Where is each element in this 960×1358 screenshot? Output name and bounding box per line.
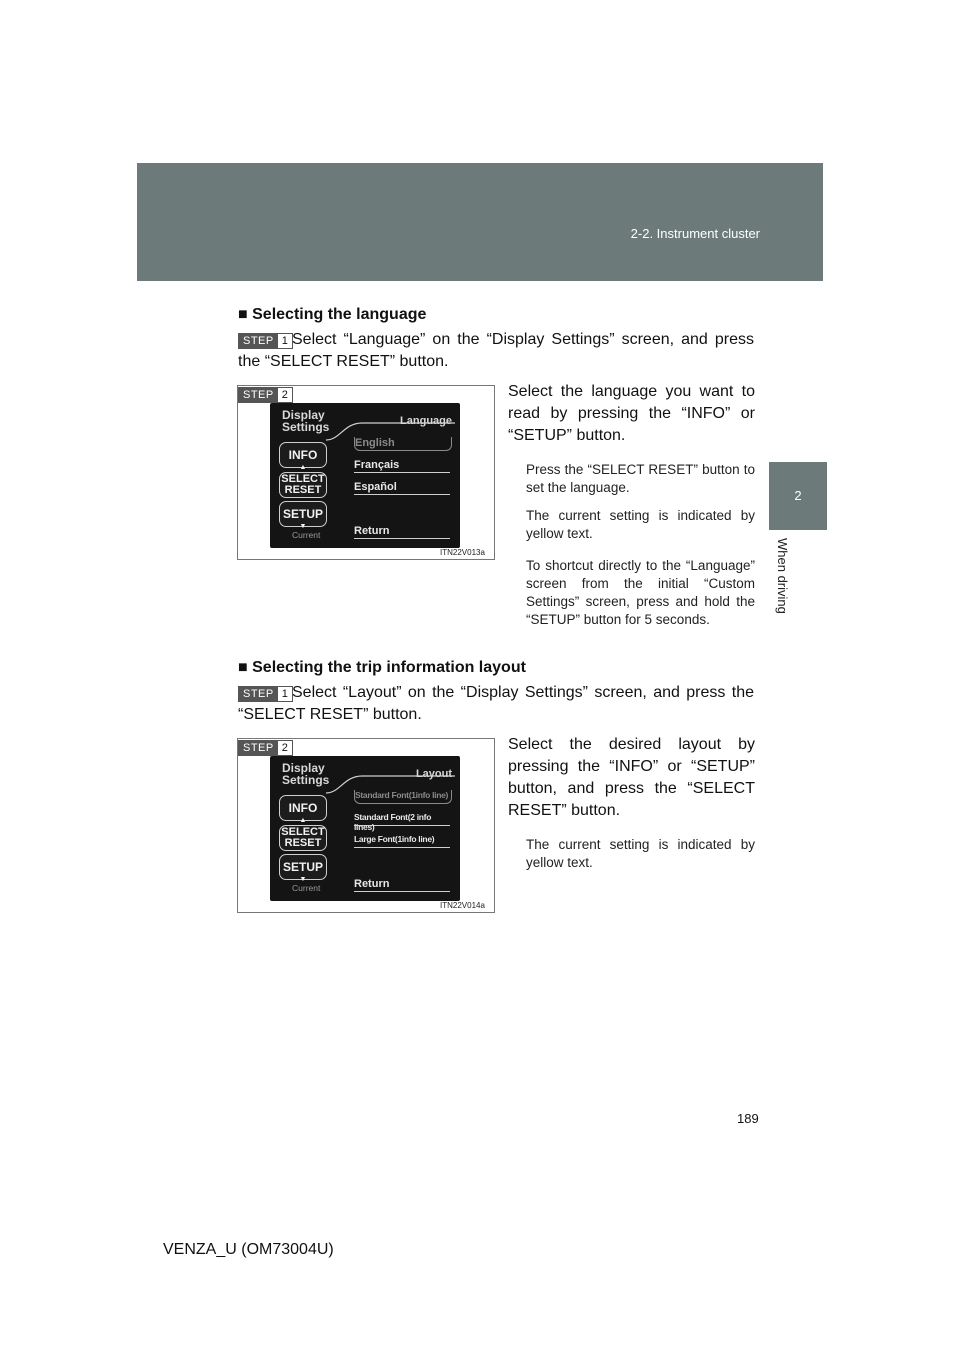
- display-screen: [270, 756, 460, 901]
- setup-label: SETUP: [282, 860, 323, 874]
- info-label: INFO: [288, 801, 318, 815]
- step-number: 1: [278, 687, 292, 701]
- info-button[interactable]: [279, 442, 327, 471]
- display-screen: [270, 403, 460, 548]
- layout-note-1: The current setting is indicated by yellow text.: [526, 837, 755, 870]
- screen-title-line1: Display: [282, 761, 325, 775]
- option-standard-1line[interactable]: Standard Font(1info line): [354, 790, 452, 804]
- layout-step1-text: Select “Layout” on the “Display Settings” screen, and press the “SELECT RESET” button.: [238, 684, 754, 723]
- language-step1-text: Select “Language” on the “Display Settings” screen, and press the “SELECT RESET” button.: [238, 331, 754, 370]
- figure-code: ITN22V014a: [440, 901, 485, 910]
- up-arrow-icon: ▲: [299, 464, 307, 471]
- layout-heading: [238, 659, 526, 677]
- select-label: SELECT: [281, 826, 325, 838]
- screen-title: [282, 762, 329, 786]
- language-note-3: To shortcut directly to the “Language” screen from the initial “Custom Settings” screen, press and hold the “SETUP” button for 5 seconds.: [526, 558, 755, 627]
- down-arrow-icon: ▼: [299, 876, 307, 883]
- step-label: STEP: [239, 334, 278, 348]
- screen-title-line2: Settings: [282, 420, 330, 434]
- reset-label: RESET: [284, 837, 322, 849]
- screen-header: Language: [400, 415, 452, 427]
- heading-marker: ■: [238, 659, 248, 676]
- section-title: 2-2. Instrument cluster: [630, 226, 760, 241]
- setup-button[interactable]: [279, 854, 327, 883]
- screen-title-line2: Settings: [282, 773, 330, 787]
- screen-title: [282, 409, 329, 433]
- step-number: 1: [278, 334, 292, 348]
- heading-marker: ■: [238, 306, 248, 323]
- language-step2-text: Select the language you want to read by pressing the “INFO” or “SETUP” button.: [508, 383, 755, 444]
- current-label: Current: [292, 883, 321, 893]
- option-large-1line[interactable]: Large Font(1info line): [354, 834, 450, 848]
- setup-button[interactable]: [279, 501, 327, 530]
- figure-code: ITN22V013a: [440, 548, 485, 557]
- step-2-badge: [238, 740, 293, 756]
- option-espanol[interactable]: Español: [354, 481, 450, 495]
- option-return[interactable]: Return: [354, 878, 450, 892]
- heading-text: Selecting the language: [252, 306, 427, 323]
- up-arrow-icon: ▲: [299, 817, 307, 824]
- reset-label: RESET: [284, 484, 322, 496]
- setup-label: SETUP: [282, 507, 323, 521]
- step-number: 2: [278, 741, 292, 755]
- language-note-2: The current setting is indicated by yellow text.: [526, 508, 755, 541]
- language-note-1: Press the “SELECT RESET” button to set the language.: [526, 462, 755, 495]
- layout-figure: [237, 738, 495, 913]
- step-2-badge: [238, 387, 293, 403]
- current-label: Current: [292, 530, 321, 540]
- info-label: INFO: [288, 448, 318, 462]
- chapter-number: 2: [794, 488, 802, 503]
- screen-header: Layout: [415, 768, 452, 780]
- model-code: VENZA_U (OM73004U): [163, 1241, 334, 1258]
- info-button[interactable]: [279, 795, 327, 824]
- option-english[interactable]: English: [354, 437, 452, 451]
- screen-title-line1: Display: [282, 408, 325, 422]
- chapter-label: When driving: [775, 538, 790, 614]
- page-number: 189: [737, 1111, 759, 1126]
- language-figure: [237, 385, 495, 560]
- option-francais[interactable]: Français: [354, 459, 450, 473]
- select-label: SELECT: [281, 473, 325, 485]
- option-return[interactable]: Return: [354, 525, 450, 539]
- down-arrow-icon: ▼: [299, 523, 307, 530]
- heading-text: Selecting the trip information layout: [252, 659, 526, 676]
- step-number: 2: [278, 388, 292, 402]
- option-standard-2lines[interactable]: Standard Font(2 info lines): [354, 812, 450, 826]
- select-reset-button[interactable]: [279, 472, 327, 498]
- header-band: [137, 163, 823, 281]
- step-label: STEP: [239, 741, 278, 755]
- select-reset-button[interactable]: [279, 825, 327, 851]
- step-label: STEP: [239, 687, 278, 701]
- step-label: STEP: [239, 388, 278, 402]
- layout-step2-text: Select the desired layout by pressing the “INFO” or “SETUP” button, and press the “SELECT RESET” button.: [508, 736, 755, 819]
- language-heading: [238, 306, 426, 324]
